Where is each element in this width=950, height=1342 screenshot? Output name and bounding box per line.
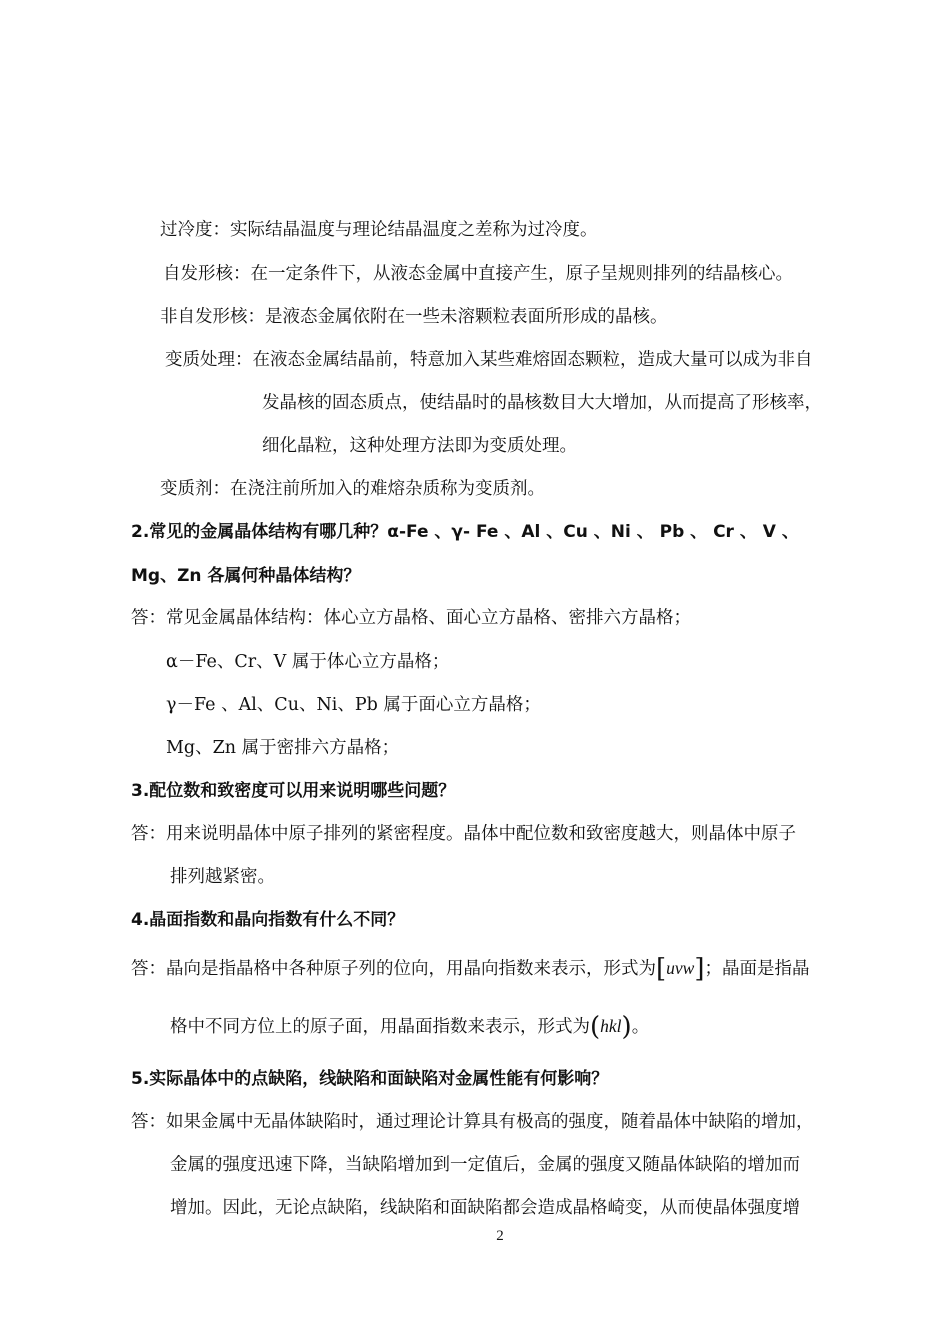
direction-index-close-bracket: ]: [694, 954, 705, 984]
definition-modification-line2: 发晶核的固态质点，使结晶时的晶核数目大大增加，从而提高了形核率，: [262, 393, 822, 413]
q4-answer-line1-text-b: ；晶面是指晶: [704, 959, 810, 979]
plane-index: hkl: [600, 1016, 622, 1036]
definition-modification-line3: 细化晶粒，这种处理方法即为变质处理。: [262, 436, 577, 456]
q2-answer-line2: α－Fe、Cr、V 属于体心立方晶格；: [166, 652, 450, 672]
q5-title: 5.实际晶体中的点缺陷，线缺陷和面缺陷对金属性能有何影响？: [131, 1069, 609, 1089]
q2-title-line1: 2.常见的金属晶体结构有哪几种？α-Fe 、γ- Fe 、Al 、Cu 、Ni 、 Pb 、 Cr 、 V 、: [131, 522, 799, 542]
definition-undercooling: 过冷度：实际结晶温度与理论结晶温度之差称为过冷度。: [160, 220, 598, 240]
plane-index-open-paren: (: [590, 1012, 601, 1042]
definition-modification-line1: 变质处理：在液态金属结晶前，特意加入某些难熔固态颗粒，造成大量可以成为非自: [165, 350, 813, 370]
definition-modifier: 变质剂：在浇注前所加入的难熔杂质称为变质剂。: [160, 479, 545, 499]
q5-answer-line3: 增加。因此，无论点缺陷，线缺陷和面缺陷都会造成晶格崎变，从而使晶体强度增: [170, 1198, 800, 1218]
q2-answer-line4: Mg、Zn 属于密排六方晶格；: [166, 738, 400, 758]
q4-answer-line2-text-a: 格中不同方位上的原子面，用晶面指数来表示，形式为: [170, 1017, 590, 1037]
q4-answer-line1: [131, 954, 810, 984]
q3-answer-line2: 排列越紧密。: [170, 867, 275, 887]
q3-answer-line1: 答：用来说明晶体中原子排列的紧密程度。晶体中配位数和致密度越大，则晶体中原子: [131, 824, 796, 844]
q5-answer-line2: 金属的强度迅速下降，当缺陷增加到一定值后，金属的强度又随晶体缺陷的增加而: [170, 1155, 800, 1175]
q4-answer-line2-text-b: 。: [631, 1017, 650, 1037]
q2-answer-line1: 答：常见金属晶体结构：体心立方晶格、面心立方晶格、密排六方晶格；: [131, 608, 691, 628]
plane-index-close-paren: ): [621, 1012, 632, 1042]
q3-title: 3.配位数和致密度可以用来说明哪些问题？: [131, 781, 456, 801]
q2-answer-line3: γ－Fe 、Al、Cu、Ni、Pb 属于面心立方晶格；: [166, 695, 541, 715]
q4-answer-line2: [170, 1012, 650, 1042]
q5-answer-line1: 答：如果金属中无晶体缺陷时，通过理论计算具有极高的强度，随着晶体中缺陷的增加，: [131, 1112, 814, 1132]
definition-nonspontaneous-nucleation: 非自发形核：是液态金属依附在一些未溶颗粒表面所形成的晶核。: [160, 307, 668, 327]
definition-spontaneous-nucleation: 自发形核：在一定条件下，从液态金属中直接产生，原子呈规则排列的结晶核心。: [163, 264, 793, 284]
q4-answer-line1-text-a: 答：晶向是指晶格中各种原子列的位向，用晶向指数来表示，形式为: [131, 959, 656, 979]
page-number: 2: [496, 1228, 504, 1244]
q2-title-line2: Mg、Zn 各属何种晶体结构？: [131, 566, 361, 586]
direction-index: uvw: [666, 958, 695, 978]
direction-index-open-bracket: [: [656, 954, 667, 984]
q4-title: 4.晶面指数和晶向指数有什么不同？: [131, 910, 405, 930]
